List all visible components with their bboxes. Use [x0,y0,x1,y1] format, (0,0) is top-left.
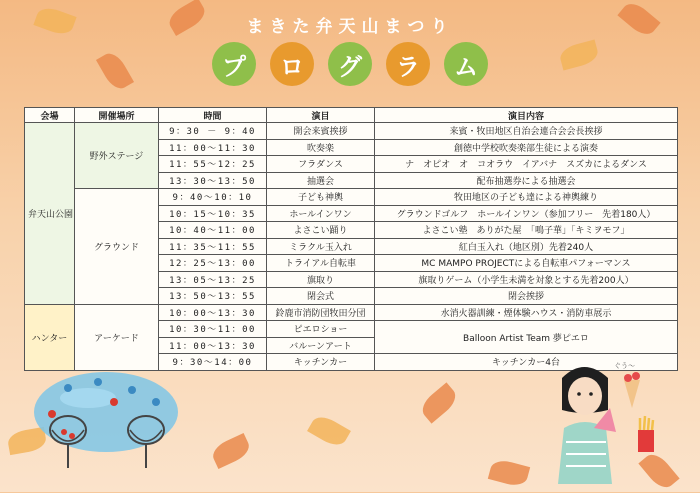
event-cell: ミラクル玉入れ [267,238,375,255]
column-header: 演目 [267,108,375,123]
event-cell: 旗取り [267,271,375,288]
event-cell: フラダンス [267,156,375,173]
table-row [25,304,678,321]
place-cell: アーケード [75,304,159,370]
time-cell: 10：30～11：00 [159,321,267,338]
detail-cell: MC MAMPO PROJECTによる自転車パフォーマンス [375,255,678,272]
event-cell: キッチンカー [267,354,375,371]
time-cell: 13：05～13：25 [159,271,267,288]
festival-name: まきた弁天山まつり [246,17,454,37]
table-header-row [25,108,678,123]
title-char: ロ [270,42,314,86]
column-header: 演目内容 [375,108,678,123]
page-title [0,42,700,86]
event-cell: 吹奏楽 [267,139,375,156]
place-cell: 野外ステージ [75,123,159,189]
detail-cell: 紅白玉入れ（地区別）先着240人 [375,238,678,255]
time-cell: 13：50～13：55 [159,288,267,305]
detail-cell: 来賓・牧田地区自治会連合会会長挨拶 [375,123,678,140]
ball-toss-illustration [28,368,184,472]
program-table [24,107,678,371]
time-cell: 9：40～10：10 [159,189,267,206]
place-cell: グラウンド [75,189,159,305]
thought-text: ぐう〜 [614,362,635,370]
event-cell: よさこい踊り [267,222,375,239]
event-cell: ピエロショー [267,321,375,338]
detail-cell: よさこい塾 ありがた屋 「鳴子華」「キミヲモフ」 [375,222,678,239]
detail-cell: ナ オピオ オ コオラウ イアバナ スズカによるダンス [375,156,678,173]
time-cell: 9：30～14：00 [159,354,267,371]
time-cell: 11：55～12：25 [159,156,267,173]
event-cell: バルーンアート [267,337,375,354]
column-header: 開催場所 [75,108,159,123]
detail-cell: キッチンカー4台 [375,354,678,371]
venue-cell: ハンター [25,304,75,370]
table-row [25,123,678,140]
table-row [25,189,678,206]
time-cell: 13：30～13：50 [159,172,267,189]
detail-cell: 創徳中学校吹奏楽部生徒による演奏 [375,139,678,156]
detail-cell: グラウンドゴルフ ホールインワン（参加フリー 先着180人） [375,205,678,222]
time-cell: 11：00～13：30 [159,337,267,354]
time-cell: 11：35～11：55 [159,238,267,255]
time-cell: 12：25～13：00 [159,255,267,272]
event-cell: トライアル自転車 [267,255,375,272]
event-cell: 開会来賓挨拶 [267,123,375,140]
title-char: プ [212,42,256,86]
girl-eating-illustration [554,358,664,484]
detail-cell: Balloon Artist Team 夢ピエロ [375,321,678,354]
event-cell: 子ども神輿 [267,189,375,206]
title-char: ラ [386,42,430,86]
time-cell: 9：30 － 9：40 [159,123,267,140]
column-header: 会場 [25,108,75,123]
time-cell: 11：00～11：30 [159,139,267,156]
event-cell: 抽選会 [267,172,375,189]
title-char: ム [444,42,488,86]
time-cell: 10：15～10：35 [159,205,267,222]
detail-cell: 牧田地区の子ども達による神輿練り [375,189,678,206]
title-char: グ [328,42,372,86]
detail-cell: 配布抽選券による抽選会 [375,172,678,189]
detail-cell: 水消火器訓練・煙体験ハウス・消防車展示 [375,304,678,321]
time-cell: 10：00～13：30 [159,304,267,321]
detail-cell: 旗取りゲーム（小学生未満を対象とする先着200人） [375,271,678,288]
time-cell: 10：40～11：00 [159,222,267,239]
event-cell: 鈴鹿市消防団牧田分団 [267,304,375,321]
event-cell: ホールインワン [267,205,375,222]
column-header: 時間 [159,108,267,123]
detail-cell: 閉会挨拶 [375,288,678,305]
venue-cell: 弁天山公園 [25,123,75,305]
event-cell: 閉会式 [267,288,375,305]
